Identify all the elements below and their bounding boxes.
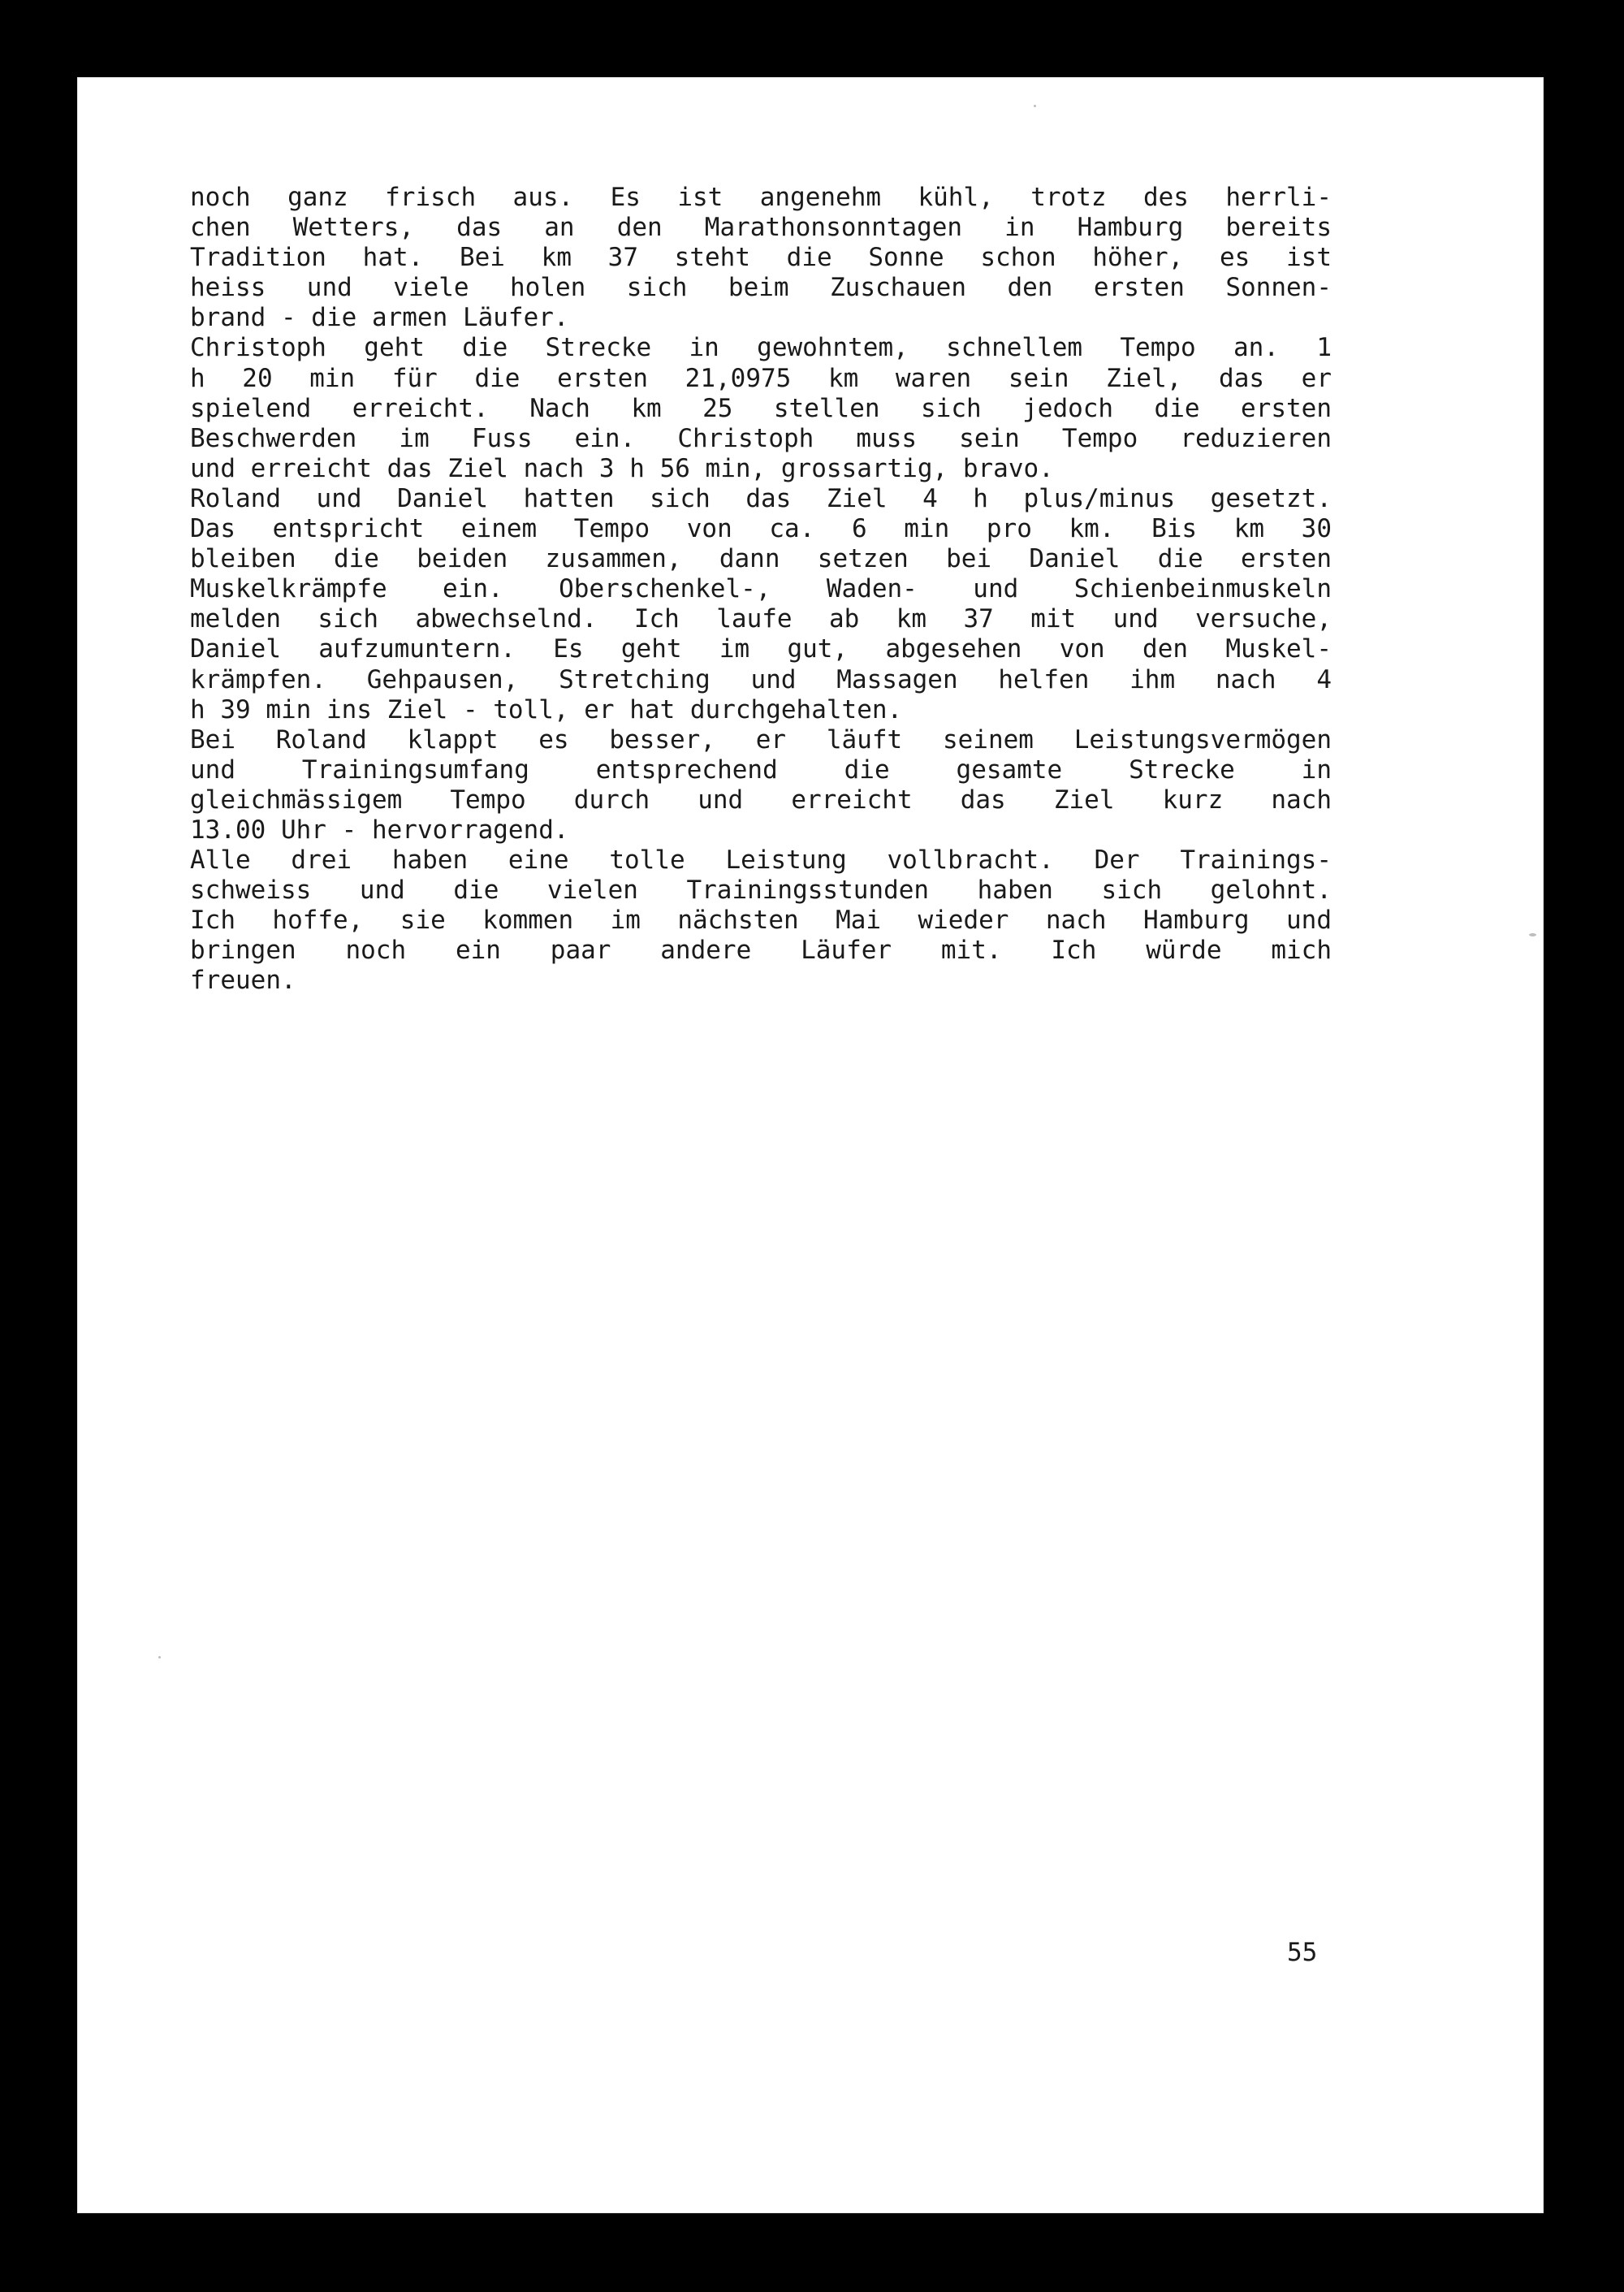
text-line: und Trainingsumfang entsprechend die gesamte Strecke in bbox=[190, 755, 1332, 785]
text-line: Beschwerden im Fuss ein. Christoph muss sein Tempo reduzieren bbox=[190, 423, 1332, 453]
text-line: h 39 min ins Ziel - toll, er hat durchgehalten. bbox=[190, 694, 903, 724]
text-line: Christoph geht die Strecke in gewohntem, schnellem Tempo an. 1 bbox=[190, 333, 1332, 363]
text-line: chen Wetters, das an den Marathonsonntagen in Hamburg bereits bbox=[190, 213, 1332, 243]
text-line: und erreicht das Ziel nach 3 h 56 min, grossartig, bravo. bbox=[190, 453, 1054, 483]
text-line: freuen. bbox=[190, 966, 296, 996]
text-line: melden sich abwechselnd. Ich laufe ab km 37 mit und versuche, bbox=[190, 604, 1332, 634]
text-line: 13.00 Uhr - hervorragend. bbox=[190, 815, 569, 845]
text-line: gleichmässigem Tempo durch und erreicht das Ziel kurz nach bbox=[190, 785, 1332, 815]
text-line: h 20 min für die ersten 21,0975 km waren sein Ziel, das er bbox=[190, 363, 1332, 393]
text-line: krämpfen. Gehpausen, Stretching und Massagen helfen ihm nach 4 bbox=[190, 664, 1332, 694]
text-line: Das entspricht einem Tempo von ca. 6 min pro km. Bis km 30 bbox=[190, 514, 1332, 544]
page-number: 55 bbox=[1287, 1938, 1318, 1967]
text-line: Alle drei haben eine tolle Leistung vollbracht. Der Trainings- bbox=[190, 845, 1332, 876]
paper-speck bbox=[158, 1656, 161, 1658]
text-line: brand - die armen Läufer. bbox=[190, 303, 569, 333]
paper-speck bbox=[1034, 105, 1036, 107]
paper-speck bbox=[1529, 933, 1536, 936]
body-text bbox=[190, 183, 1332, 997]
text-line: schweiss und die vielen Trainingsstunden haben sich gelohnt. bbox=[190, 876, 1332, 906]
text-line: Ich hoffe, sie kommen im nächsten Mai wieder nach Hamburg und bbox=[190, 906, 1332, 936]
text-line: Bei Roland klappt es besser, er läuft seinem Leistungsvermögen bbox=[190, 724, 1332, 755]
text-line: noch ganz frisch aus. Es ist angenehm kühl, trotz des herrli- bbox=[190, 183, 1332, 212]
text-line: spielend erreicht. Nach km 25 stellen sich jedoch die ersten bbox=[190, 393, 1332, 423]
text-line: bleiben die beiden zusammen, dann setzen bei Daniel die ersten bbox=[190, 544, 1332, 574]
text-line: Tradition hat. Bei km 37 steht die Sonne schon höher, es ist bbox=[190, 243, 1332, 273]
text-line: heiss und viele holen sich beim Zuschauen den ersten Sonnen- bbox=[190, 273, 1332, 303]
text-line: Roland und Daniel hatten sich das Ziel 4 h plus/minus gesetzt. bbox=[190, 483, 1332, 513]
text-line: Muskelkrämpfe ein. Oberschenkel-, Waden- und Schienbeinmuskeln bbox=[190, 574, 1332, 604]
text-line: Daniel aufzumuntern. Es geht im gut, abgesehen von den Muskel- bbox=[190, 634, 1332, 664]
text-line: bringen noch ein paar andere Läufer mit. Ich würde mich bbox=[190, 936, 1332, 966]
